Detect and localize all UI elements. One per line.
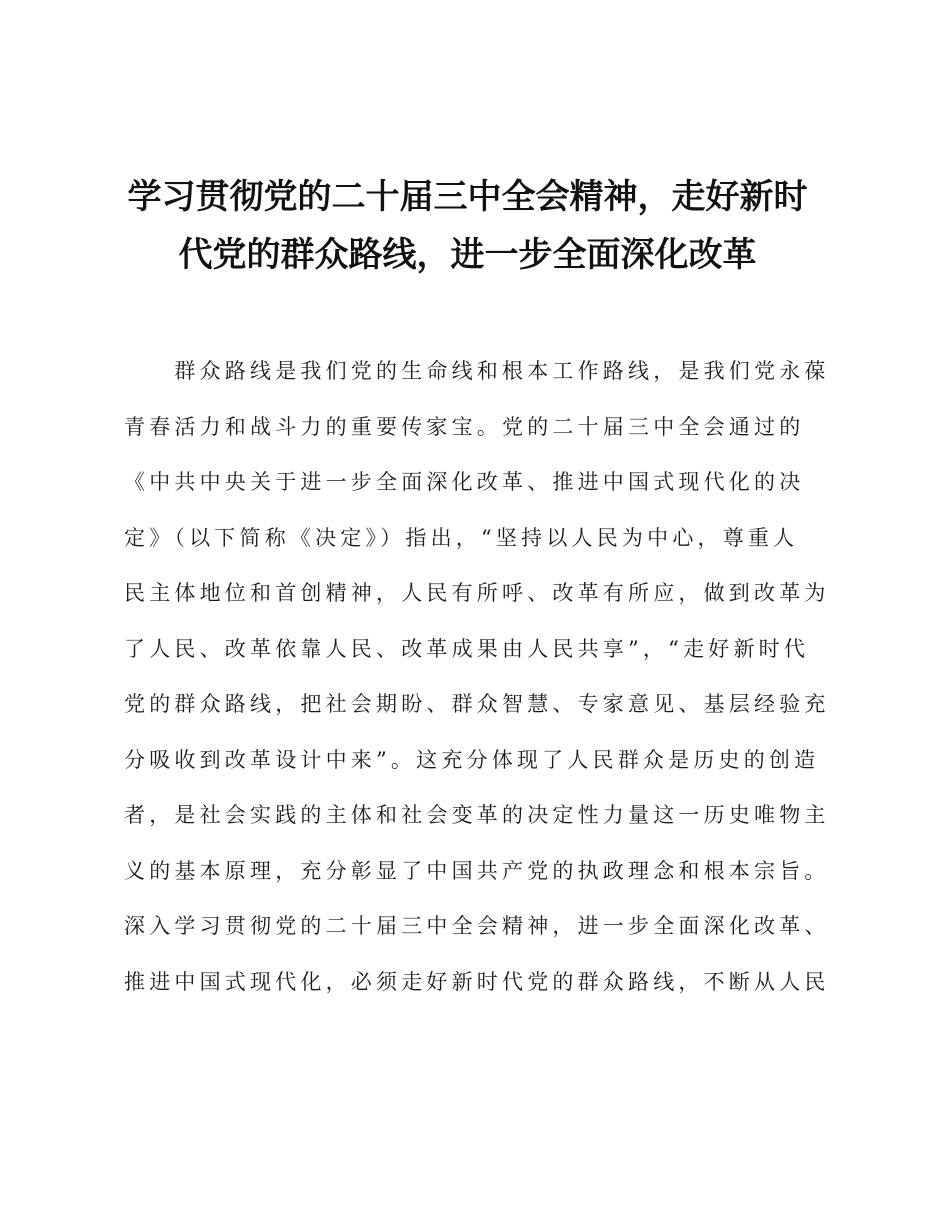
body-line: 青春活力和战斗力的重要传家宝。党的二十届三中全会通过的 <box>124 414 805 439</box>
body-line: 《中共中央关于进一步全面深化改革、推进中国式现代化的决 <box>124 470 805 494</box>
body-line: 群众路线是我们党的生命线和根本工作路线，是我们党永葆 <box>124 359 830 383</box>
body-line: 深入学习贯彻党的二十届三中全会精神，进一步全面深化改革、 <box>124 914 830 938</box>
body-line: 了人民、改革依靠人民、改革成果由人民共享”，“走好新时代 <box>124 636 810 661</box>
title-line-2: 代党的群众路线，进一步全面深化改革 <box>178 235 757 275</box>
body-line: 民主体地位和首创精神，人民有所呼、改革有所应，做到改革为 <box>124 581 830 605</box>
body-line: 定》（以下简称《决定》）指出，“坚持以人民为中心，尊重人 <box>124 525 799 550</box>
title-line-1: 学习贯彻党的二十届三中全会精神，走好新时 <box>127 177 808 217</box>
document-title <box>80 168 855 284</box>
body-line: 义的基本原理，充分彰显了中国共产党的执政理念和根本宗旨。 <box>124 858 830 883</box>
body-line: 党的群众路线，把社会期盼、群众智慧、专家意见、基层经验充 <box>124 692 830 716</box>
body-paragraph <box>124 344 830 1010</box>
body-line: 推进中国式现代化，必须走好新时代党的群众路线，不断从人民 <box>124 969 830 994</box>
body-line: 分吸收到改革设计中来”。这充分体现了人民群众是历史的创造 <box>124 747 820 772</box>
body-line: 者，是社会实践的主体和社会变革的决定性力量这一历史唯物主 <box>124 803 830 827</box>
